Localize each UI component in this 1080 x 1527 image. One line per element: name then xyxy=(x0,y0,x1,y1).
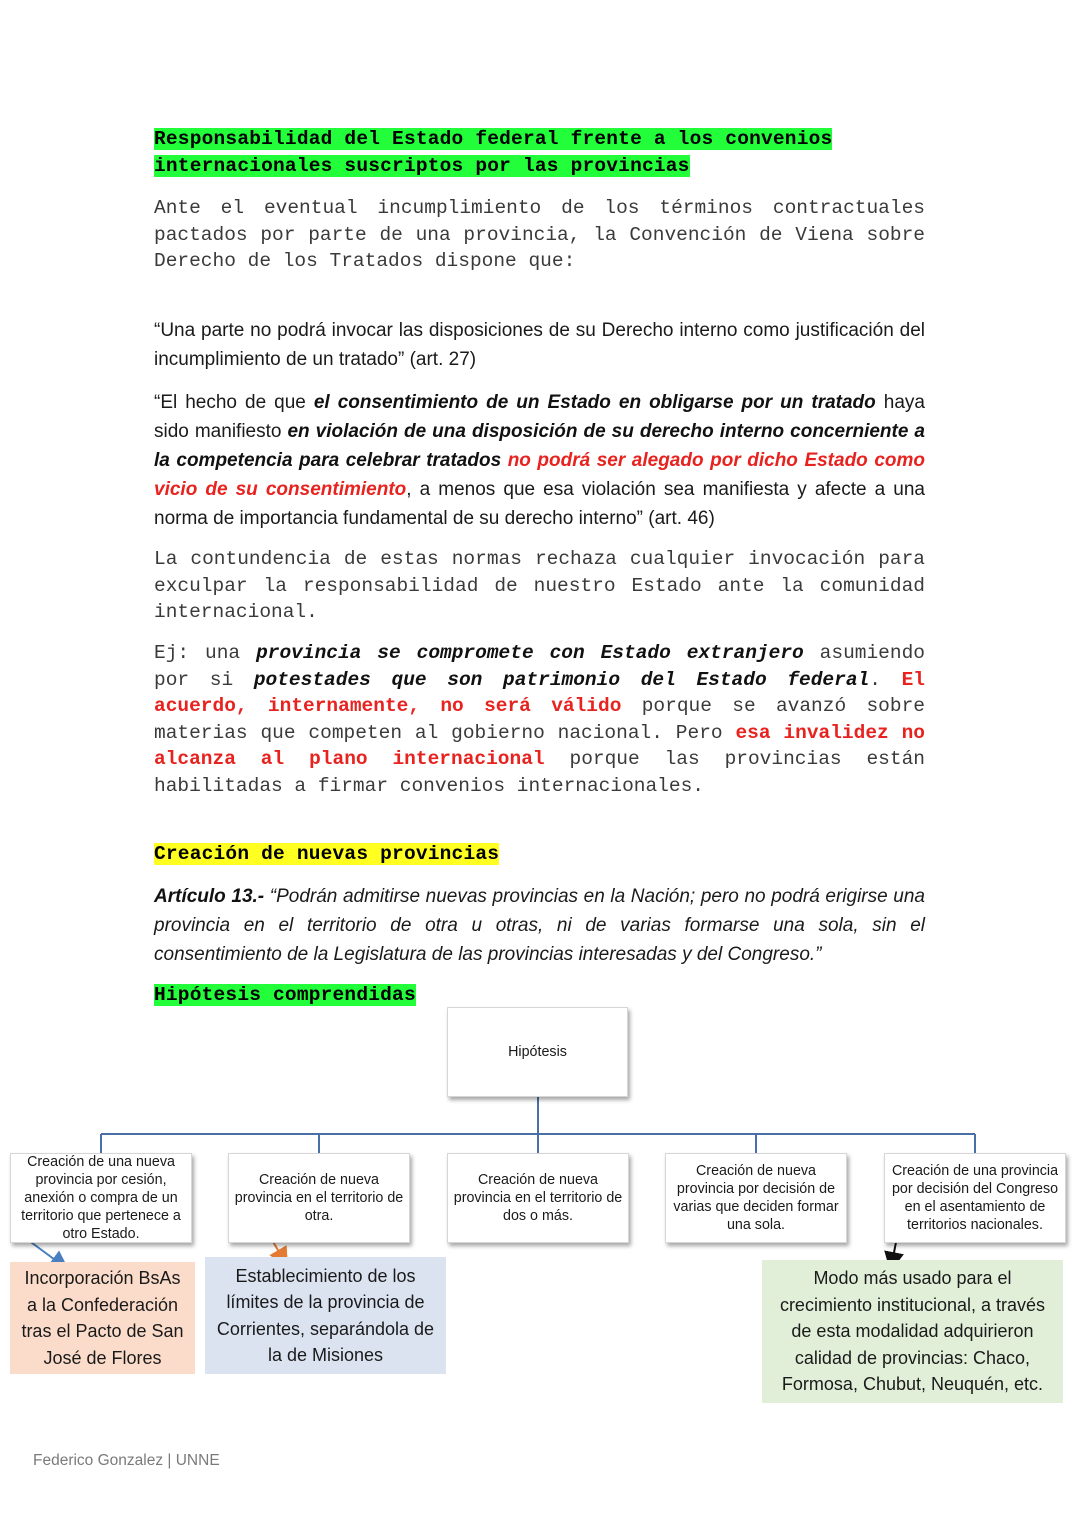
heading-line-2: internacionales suscriptos por las provincias xyxy=(154,155,690,177)
quote2-emphasis-1: el consentimiento de un Estado en obligarse por un tratado xyxy=(313,392,876,413)
example-text-1: Ej: una xyxy=(154,642,257,664)
tree-lines xyxy=(101,1097,975,1153)
diagram-child-2: Creación de nueva provincia en el territorio de otra. xyxy=(228,1153,410,1243)
example-text-3: . xyxy=(869,668,902,691)
example-emphasis-2: potestades que son patrimonio del Estado federal xyxy=(253,668,870,691)
heading-hipotesis-text: Hipótesis comprendidas xyxy=(154,984,416,1006)
quote2-text-4: , a menos que esa violación sea manifiesta y afecte a una norma de importancia fundamental de su derecho interno” (art. 46) xyxy=(154,479,925,529)
page-footer: Federico Gonzalez | UNNE xyxy=(33,1452,220,1469)
note-bsas: Incorporación BsAs a la Confederación tras el Pacto de San José de Flores xyxy=(10,1262,195,1374)
example-text-4: porque se avanzó sobre materias que competen al gobierno nacional. Pero xyxy=(154,695,925,744)
quote2-emphasis-2: en violación de una disposición de su derecho interno concerniente a la competencia para celebrar tratados xyxy=(154,421,925,471)
example-text-5: porque las provincias están habilitadas a firmar convenios internacionales. xyxy=(154,748,925,797)
article-text: “Podrán admitirse nuevas provincias en la Nación; pero no podrá erigirse una provincia en el territorio de otra u otras, ni de varias formarse una sola, sin el consentimiento de la Legislatura de las provincias interesadas y del Congreso.” xyxy=(154,886,925,965)
note-corrientes: Establecimiento de los límites de la provincia de Corrientes, separándola de la de Misiones xyxy=(205,1257,446,1374)
diagram-child-4: Creación de nueva provincia por decisión de varias que deciden formar una sola. xyxy=(665,1153,847,1243)
quote-art-27: “Una parte no podrá invocar las disposiciones de su Derecho interno como justificación del incumplimiento de un tratado” (art. 27) xyxy=(154,320,925,370)
heading-line-1: Responsabilidad del Estado federal frente a los convenios xyxy=(154,128,833,150)
article-label: Artículo 13.- xyxy=(154,886,265,907)
example-red-1: El acuerdo, internamente, no será válido xyxy=(154,668,925,718)
conclusion-paragraph: La contundencia de estas normas rechaza cualquier invocación para exculpar la responsabilidad de nuestro Estado ante la comunidad internacional. xyxy=(154,548,925,624)
heading-creacion-text: Creación de nuevas provincias xyxy=(154,843,500,865)
example-red-2: esa invalidez no alcanza al plano internacional xyxy=(154,721,925,771)
diagram-child-5: Creación de una provincia por decisión del Congreso en el asentamiento de territorios nacionales. xyxy=(884,1153,1066,1243)
diagram-root-box: Hipótesis xyxy=(447,1007,628,1097)
quote2-text-2: haya sido manifiesto xyxy=(154,392,925,442)
example-emphasis-1: provincia se compromete con Estado extranjero xyxy=(256,642,804,664)
intro-paragraph: Ante el eventual incumplimiento de los términos contractuales pactados por parte de una provincia, la Convención de Viena sobre Derecho de los Tratados dispone que: xyxy=(154,197,925,273)
example-text-2: asumiendo por si xyxy=(154,642,925,691)
quote2-text-1: “El hecho de que xyxy=(154,392,314,413)
diagram-child-1: Creación de una nueva provincia por cesión, anexión o compra de un territorio que pertenece a otro Estado. xyxy=(10,1153,192,1243)
quote2-red-emphasis: no podrá ser alegado por dicho Estado como vicio de su consentimiento xyxy=(154,450,925,500)
diagram-child-3: Creación de nueva provincia en el territorio de dos o más. xyxy=(447,1153,629,1243)
note-territorios: Modo más usado para el crecimiento institucional, a través de esta modalidad adquirieron calidad de provincias: Chaco, Formosa, Chubut, Neuquén, etc. xyxy=(762,1260,1063,1403)
